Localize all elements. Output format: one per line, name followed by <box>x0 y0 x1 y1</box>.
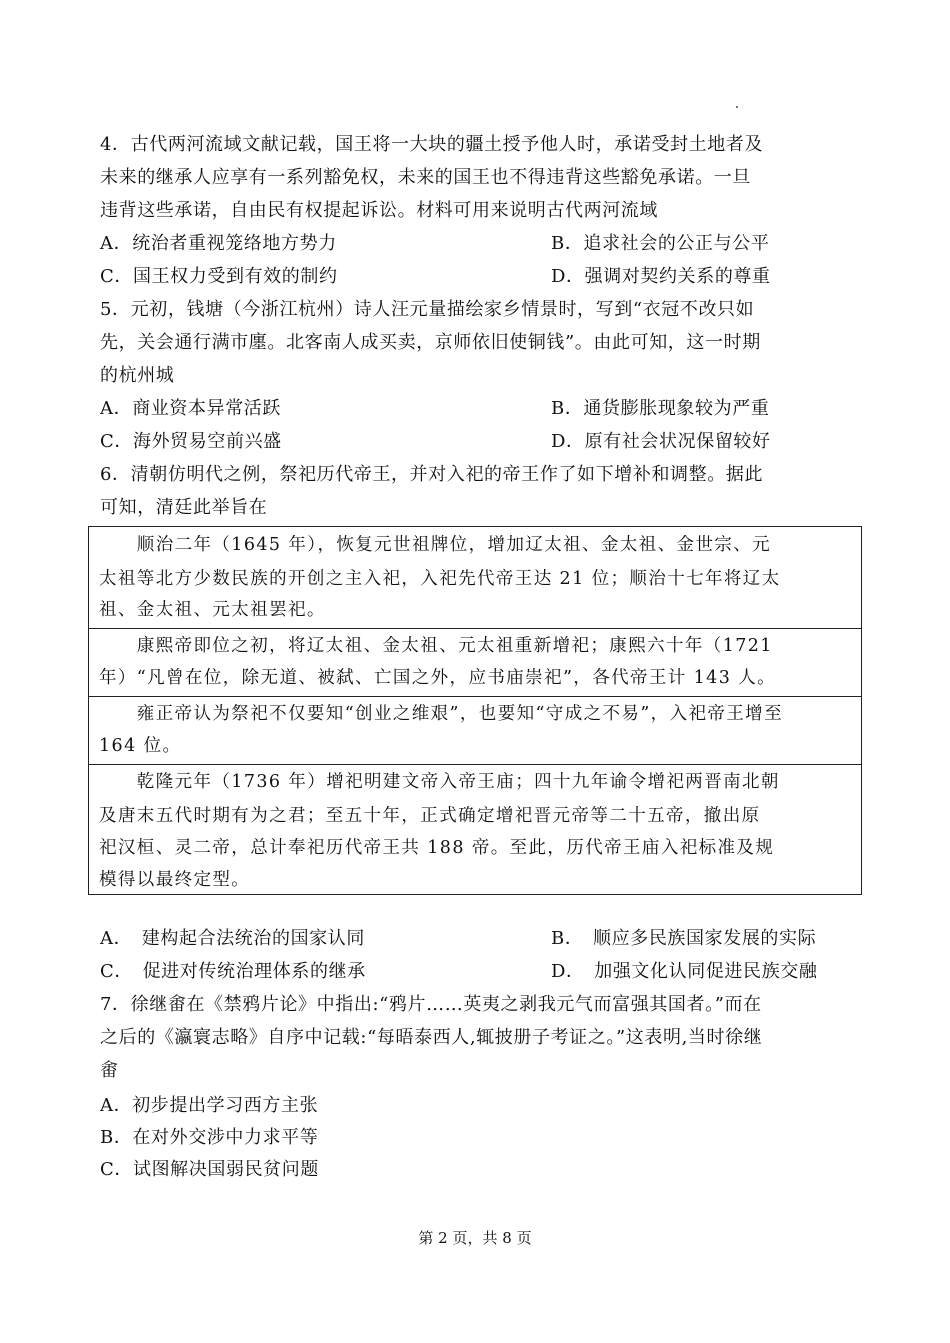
q6-option-c: C． 促进对传统治理体系的继承 <box>100 961 366 982</box>
page-number-footer: 第 2 页，共 8 页 <box>418 1229 532 1247</box>
q4-option-b: B．追求社会的公正与公平 <box>551 233 770 254</box>
table-row-3-line-1: 雍正帝认为祭祀不仅要知“创业之维艰”，也要知“守成之不易”，入祀帝王增至 <box>99 704 783 724</box>
q5-option-b: B．通货膨胀现象较为严重 <box>551 398 770 419</box>
q5-stem-line-2: 先，关会通行满市廛。北客南人成买卖，京师依旧使铜钱”。由此可知，这一时期 <box>100 332 761 353</box>
table-row-yongzheng <box>89 697 861 765</box>
q4-stem-line-3: 违背这些承诺，自由民有权提起诉讼。材料可用来说明古代两河流域 <box>100 200 658 221</box>
q5-stem-line-3: 的杭州城 <box>100 365 175 386</box>
table-row-2-line-1: 康熙帝即位之初，将辽太祖、金太祖、元太祖重新增祀；康熙六十年（1721 <box>99 636 773 656</box>
q6-stem-line-1: 6．清朝仿明代之例，祭祀历代帝王，并对入祀的帝王作了如下增补和调整。据此 <box>100 464 764 485</box>
table-row-1-line-1: 顺治二年（1645 年），恢复元世祖牌位，增加辽太祖、金太祖、金世宗、元 <box>99 535 772 555</box>
table-row-4-line-4: 模得以最终定型。 <box>99 870 251 890</box>
q4-option-a: A．统治者重视笼络地方势力 <box>100 233 337 254</box>
table-row-qianlong <box>89 765 861 896</box>
q7-option-a: A．初步提出学习西方主张 <box>100 1095 319 1116</box>
q5-stem-line-1: 5．元初，钱塘（今浙江杭州）诗人汪元量描绘家乡情景时，写到“衣冠不改只如 <box>100 299 755 320</box>
table-row-4-line-1: 乾隆元年（1736 年）增祀明建文帝入帝王庙；四十九年谕令增祀两晋南北朝 <box>99 772 780 792</box>
q7-stem-line-3: 畬 <box>100 1060 119 1081</box>
q7-stem-line-2: 之后的《瀛寰志略》自序中记载:“每晤泰西人,辄披册子考证之。”这表明,当时徐继 <box>100 1027 763 1048</box>
q4-option-d: D．强调对契约关系的尊重 <box>551 266 771 287</box>
q5-option-d: D．原有社会状况保留较好 <box>551 431 771 452</box>
table-row-kangxi <box>89 629 861 697</box>
q6-option-a: A． 建构起合法统治的国家认同 <box>100 928 365 949</box>
q4-stem-line-2: 未来的继承人应享有一系列豁免权，未来的国王也不得违背这些豁免承诺。一旦 <box>100 167 751 188</box>
q5-option-c: C．海外贸易空前兴盛 <box>100 431 282 452</box>
q6-option-d: D． 加强文化认同促进民族交融 <box>551 961 818 982</box>
scan-dot <box>736 106 738 108</box>
table-row-4-line-3: 祀汉桓、灵二帝，总计奉祀历代帝王共 188 帝。至此，历代帝王庙入祀标准及规 <box>99 838 775 858</box>
table-row-4-line-2: 及唐末五代时期有为之君；至五十年，正式确定增祀晋元帝等二十五帝，撤出原 <box>99 806 761 826</box>
q4-option-c: C．国王权力受到有效的制约 <box>100 266 338 287</box>
q6-stem-line-2: 可知，清廷此举旨在 <box>100 497 268 518</box>
q6-material-table <box>88 526 862 895</box>
q7-option-c: C．试图解决国弱民贫问题 <box>100 1159 319 1180</box>
table-row-2-line-2: 年）“凡曾在位，除无道、被弑、亡国之外，应书庙崇祀”，各代帝王计 143 人。 <box>99 668 777 688</box>
q6-option-b: B． 顺应多民族国家发展的实际 <box>551 928 817 949</box>
table-row-1-line-2: 太祖等北方少数民族的开创之主入祀，入祀先代帝王达 21 位；顺治十七年将辽太 <box>99 569 781 589</box>
q4-stem-line-1: 4．古代两河流域文献记载，国王将一大块的疆土授予他人时，承诺受封土地者及 <box>100 134 764 155</box>
table-row-shunzhi <box>89 527 861 629</box>
q5-option-a: A．商业资本异常活跃 <box>100 398 281 419</box>
table-row-3-line-2: 164 位。 <box>99 736 182 756</box>
q7-stem-line-1: 7．徐继畬在《禁鸦片论》中指出:“鸦片……英夷之剥我元气而富强其国者。”而在 <box>100 994 762 1015</box>
table-row-1-line-3: 祖、金太祖、元太祖罢祀。 <box>99 600 326 620</box>
q7-option-b: B．在对外交涉中力求平等 <box>100 1127 319 1148</box>
